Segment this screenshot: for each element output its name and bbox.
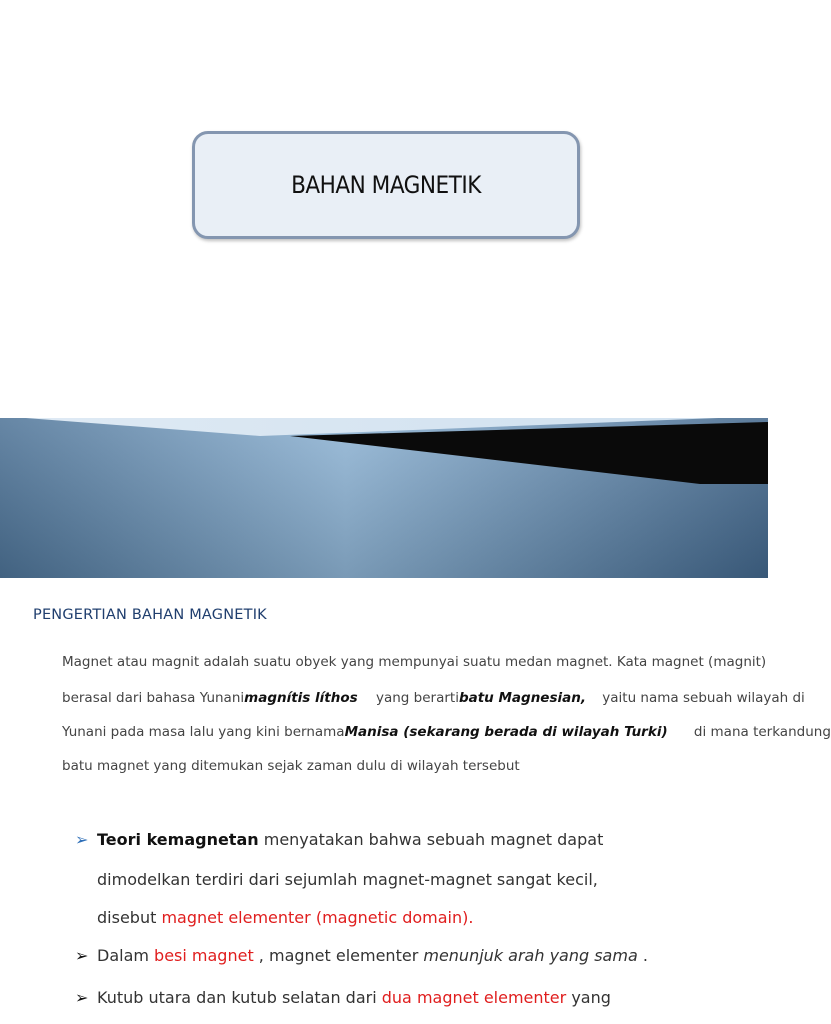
paragraph-text: Magnet atau magnit adalah suatu obyek yang mempunyai suatu medan magnet. Kata magnet (magnit)	[62, 654, 767, 670]
bullet-text: (	[310, 908, 323, 927]
paragraph-line-3	[62, 724, 831, 740]
bullet-text: menyatakan bahwa sebuah magnet dapat	[258, 830, 604, 849]
bullet-item-1-line-3	[97, 908, 473, 927]
paragraph-text: Yunani pada masa lalu yang kini bernama	[62, 724, 345, 740]
arrow-bullet-icon: ➢	[75, 946, 89, 965]
paragraph-line-4	[62, 760, 762, 774]
term-magnet-elementer: magnet elementer	[161, 908, 311, 927]
arrow-bullet-icon: ➢	[75, 830, 89, 849]
bullet-text: dimodelkan terdiri dari sejumlah magnet-magnet sangat kecil,	[97, 870, 598, 889]
bullet-text: Kutub utara dan kutub selatan dari	[97, 988, 382, 1007]
bullet-text: .	[637, 946, 648, 965]
bullet-text: , magnet elementer	[253, 946, 424, 965]
paragraph-text: batu magnet yang ditemukan sejak zaman dulu di wilayah tersebut	[62, 758, 520, 774]
term-dua-magnet-elementer: dua magnet elementer	[381, 988, 567, 1007]
term-magnetic-domain: magnetic domain	[322, 908, 463, 927]
term-manisa: Manisa (sekarang berada di wilayah Turki)	[344, 724, 668, 740]
bullet-text: disebut	[97, 908, 162, 927]
bullet-text-italic: menunjuk arah yang sama	[423, 946, 638, 965]
bullet-text: ).	[462, 908, 474, 927]
paragraph-text: di mana terkandung	[693, 724, 831, 740]
paragraph-text: yang berarti	[375, 690, 459, 706]
paragraph-line-1	[62, 654, 767, 670]
term-magnitis-lithos: magnítis líthos	[244, 690, 358, 706]
bullet-item-3	[75, 988, 611, 1007]
bullet-item-1	[75, 830, 603, 849]
term-batu-magnesian: batu Magnesian,	[458, 690, 586, 706]
bullet-text: Dalam	[97, 946, 155, 965]
decorative-banner	[0, 412, 768, 578]
paragraph-text: yaitu nama sebuah wilayah di	[602, 690, 805, 706]
section-heading: PENGERTIAN BAHAN MAGNETIK	[33, 607, 267, 623]
slide-title: BAHAN MAGNETIK	[291, 171, 481, 199]
arrow-bullet-icon: ➢	[75, 988, 89, 1007]
bullet-item-1-line-2	[97, 870, 598, 889]
paragraph-text: berasal dari bahasa Yunani	[62, 690, 245, 706]
term-besi-magnet: besi magnet	[154, 946, 254, 965]
bullet-text: yang	[566, 988, 611, 1007]
paragraph-line-2	[62, 690, 805, 706]
title-box	[192, 131, 580, 239]
term-teori-kemagnetan: Teori kemagnetan	[97, 830, 259, 849]
bullet-item-2	[75, 946, 648, 965]
